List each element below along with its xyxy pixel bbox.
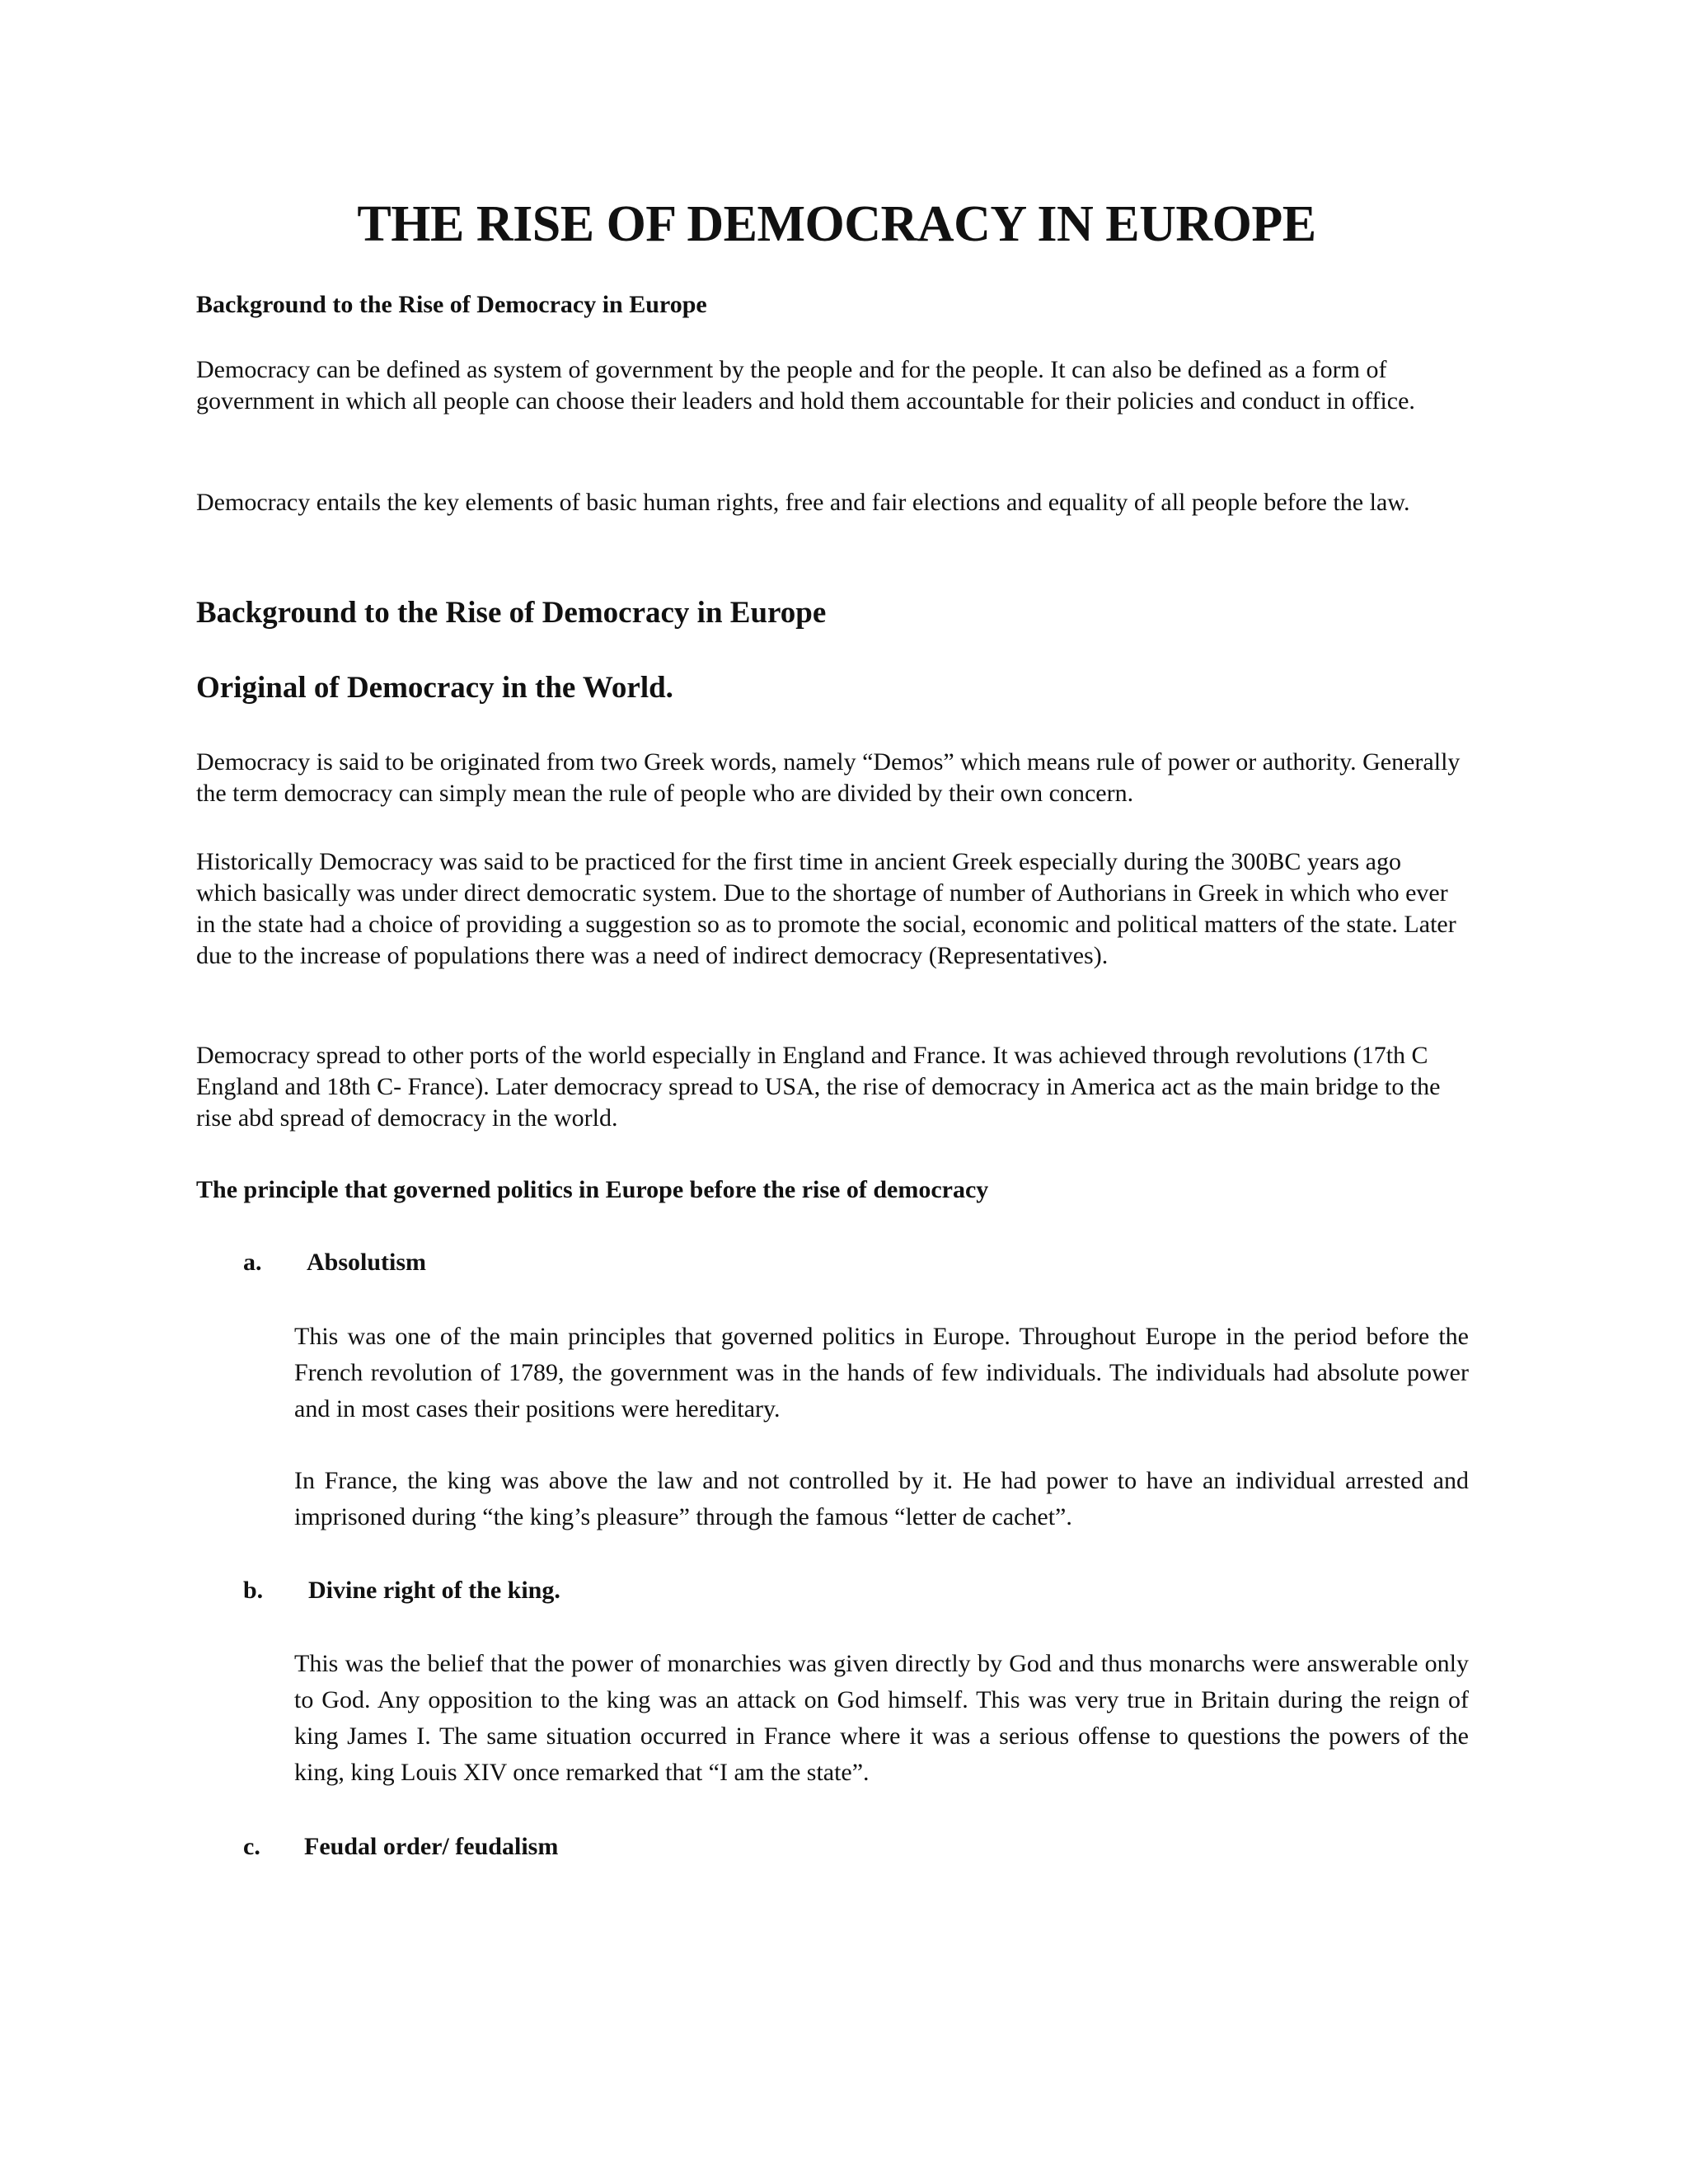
paragraph-absolutism-2: In France, the king was above the law and not controlled by it. He had power to have an individual arrested and imprisoned during “the king’s pleasure” through the famous “letter de cachet”.: [294, 1467, 1469, 1530]
section-heading-principles: The principle that governed politics in Europe before the rise of democracy: [196, 1176, 989, 1203]
list-marker-a: a.: [243, 1249, 262, 1276]
paragraph-divine-right: This was the belief that the power of monarchies was given directly by God and thus monarchs were answerable only to God. Any opposition to the king was an attack on God himself. This was very true in Britain during the reign of king James I. The same situation occurred in France where it was a serious offense to questions the powers of the king, king Louis XIV once remarked that “I am the state”.: [294, 1650, 1469, 1786]
paragraph-history: Historically Democracy was said to be practiced for the first time in ancient Greek especially during the 300BC years ago which basically was under direct democratic system. Due to the shortage of number of Authorians in Greek in which who ever in the state had a choice of providing a suggestion so as to promote the social, economic and political matters of the state. Later due to the increase of populations there was a need of indirect democracy (Representatives).: [196, 848, 1456, 969]
paragraph-absolutism-1: This was one of the main principles that governed politics in Europe. Throughout Europe in the period before the French revolution of 1789, the government was in the hands of few individuals. The individuals had absolute power and in most cases their positions were hereditary.: [294, 1323, 1469, 1422]
section-heading-background-repeat: Background to the Rise of Democracy in Europe: [196, 596, 827, 630]
section-heading-background: Background to the Rise of Democracy in Europe: [196, 291, 707, 318]
principle-title-absolutism: Absolutism: [307, 1249, 427, 1276]
list-marker-b: b.: [243, 1577, 264, 1604]
paragraph-elements: Democracy entails the key elements of basic human rights, free and fair elections and equality of all people before the law.: [196, 489, 1410, 516]
paragraph-definition: Democracy can be defined as system of government by the people and for the people. It can also be defined as a form of government in which all people can choose their leaders and hold them accountable for their policies and conduct in office.: [196, 356, 1415, 415]
paragraph-spread: Democracy spread to other ports of the world especially in England and France. It was achieved through revolutions (17th C England and 18th C- France). Later democracy spread to USA, the rise of democracy in America act as the main bridge to the rise abd spread of democracy in the world.: [196, 1042, 1441, 1132]
list-marker-c: c.: [243, 1833, 260, 1860]
section-heading-origin: Original of Democracy in the World.: [196, 671, 673, 705]
principle-title-feudalism: Feudal order/ feudalism: [304, 1833, 559, 1860]
document-title: THE RISE OF DEMOCRACY IN EUROPE: [357, 196, 1316, 252]
principle-title-divine-right: Divine right of the king.: [308, 1577, 560, 1604]
paragraph-greek-origin: Democracy is said to be originated from two Greek words, namely “Demos” which means rule of power or authority. Generally the term democracy can simply mean the rule of people who are divided by their own concern.: [196, 748, 1461, 807]
